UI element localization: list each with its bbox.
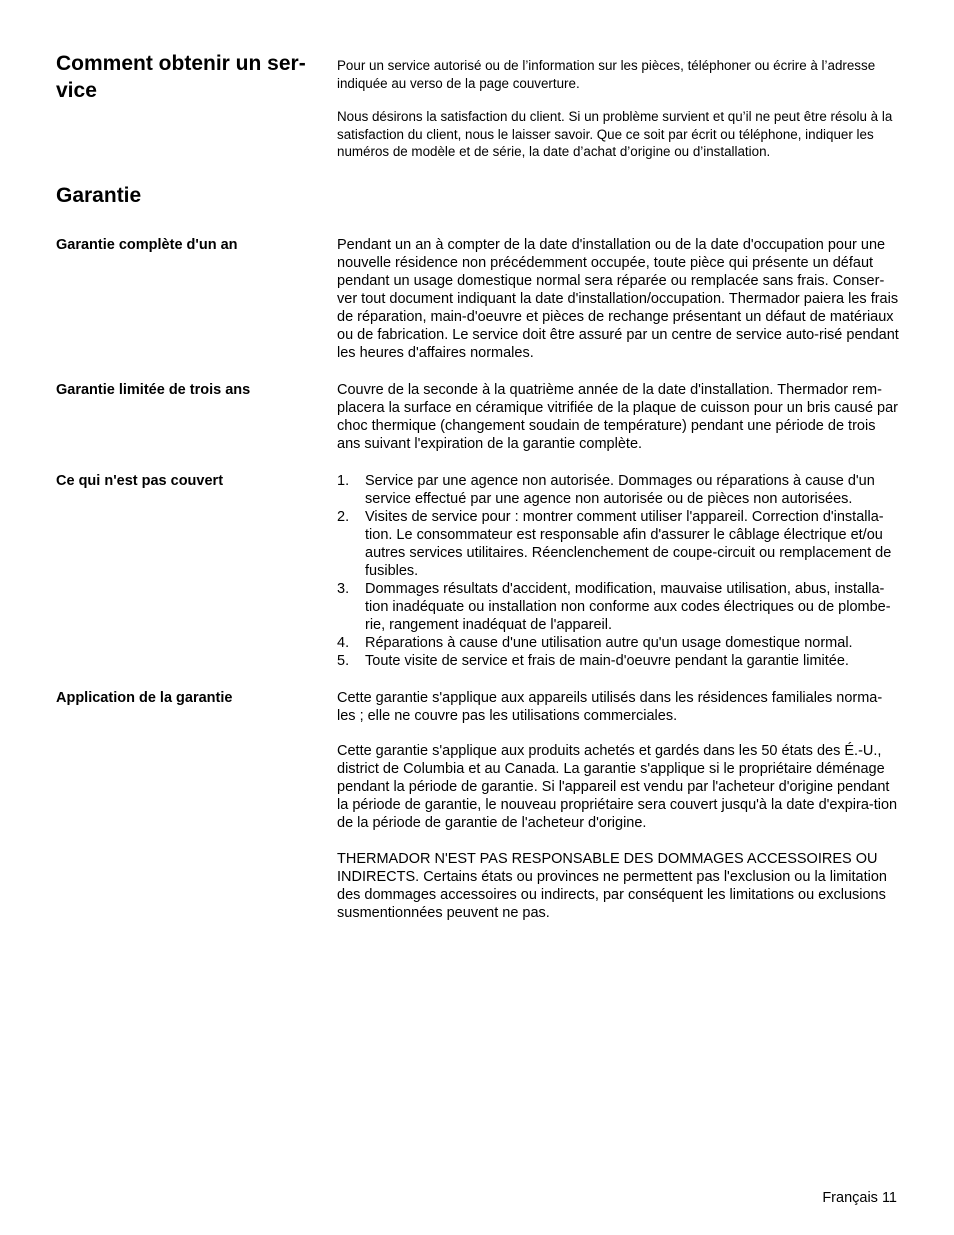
application-paragraph-3: THERMADOR N'EST PAS RESPONSABLE DES DOMMAGES ACCESSOIRES OU INDIRECTS. Certains états ou provinces ne permettent pas l'exclusion ou la limitation des dommages accessoires ou indirects, par conséquent les limitations ou exclusions susmentionnées peuvent ne pas. xyxy=(337,851,887,921)
list-item-number: 1. xyxy=(337,473,350,489)
list-item xyxy=(337,580,899,634)
non-couvert-list xyxy=(337,472,899,670)
page-number: Français 11 xyxy=(822,1190,897,1206)
service-paragraph-1: Pour un service autorisé ou de l’information sur les pièces, téléphoner ou écrire à l’adresse indiquée au verso de la page couverture. xyxy=(337,58,876,91)
list-item-number: 4. xyxy=(337,635,350,651)
service-heading: Comment obtenir un ser- vice xyxy=(56,52,306,102)
application-paragraph-2: Cette garantie s'applique aux produits achetés et gardés dans les 50 états des É.-U., district de Columbia et au Canada. La garantie s'applique si le propriétaire déménage pendant la période de garantie. Si l'appareil est vendu par l'acheteur d'origine pendant la période de garantie, le nouveau propriétaire sera couvert jusqu'à la date d'expira-tion de la période de garantie de l'acheteur d'origine. xyxy=(337,743,898,831)
non-couvert-label: Ce qui n'est pas couvert xyxy=(56,473,224,489)
list-item-text: Réparations à cause d'une utilisation autre qu'un usage domestique normal. xyxy=(365,635,853,651)
list-item-text: Service par une agence non autorisée. Dommages ou réparations à cause d'un service effectué par une agence non autorisée ou de pièces non autorisées. xyxy=(365,473,875,507)
garantie-limitee-label: Garantie limitée de trois ans xyxy=(56,382,251,398)
list-item-text: Dommages résultats d'accident, modification, mauvaise utilisation, abus, installa-tion inadéquate ou installation non conforme aux codes électriques ou de plombe-rie, rangement inadéquat de l'appareil. xyxy=(365,581,891,633)
application-label: Application de la garantie xyxy=(56,690,233,706)
list-item-number: 3. xyxy=(337,581,350,597)
list-item xyxy=(337,472,899,508)
garantie-heading: Garantie xyxy=(56,184,142,207)
list-item xyxy=(337,652,899,670)
service-paragraph-2: Nous désirons la satisfaction du client. Si un problème survient et qu’il ne peut être résolu à la satisfaction du client, nous le laisser savoir. Que ce soit par écrit ou téléphone, indiquer les numéros de modèle et de série, la date d’achat d’origine ou d’installation. xyxy=(337,109,893,159)
application-paragraph-1: Cette garantie s'applique aux appareils utilisés dans les résidences familiales norma-les ; elle ne couvre pas les utilisations commerciales. xyxy=(337,690,883,724)
list-item xyxy=(337,508,899,580)
garantie-complete-label: Garantie complète d'un an xyxy=(56,237,238,253)
list-item-text: Toute visite de service et frais de main-d'oeuvre pendant la garantie limitée. xyxy=(365,653,849,669)
list-item-number: 5. xyxy=(337,653,350,669)
garantie-limitee-text: Couvre de la seconde à la quatrième année de la date d'installation. Thermador rem-placera la surface en céramique vitrifiée de la plaque de cuisson pour un bris causé par choc thermique (changement soudain de température) pendant une période de trois ans suivant l'expiration de la garantie complète. xyxy=(337,382,898,452)
garantie-complete-text: Pendant un an à compter de la date d'installation ou de la date d'occupation pour une nouvelle résidence non précédemment occupée, toute pièce qui présente un défaut pendant un usage domestique normal sera réparée ou remplacée sans frais. Conser-ver tout document indiquant la date d'installation/occupation. Thermador paiera les frais de réparation, main-d'oeuvre et pièces de rechange présentant un défaut de matériaux ou de fabrication. Le service doit être assuré par un centre de service auto-risé pendant les heures d'affaires normales. xyxy=(337,237,899,361)
list-item-number: 2. xyxy=(337,509,350,525)
list-item-text: Visites de service pour : montrer comment utiliser l'appareil. Correction d'installa-tion. Le consommateur est responsable afin d'assurer le câblage électrique et/ou autres services utilitaires. Réenclenchement de coupe-circuit ou remplacement de fusibles. xyxy=(365,509,892,579)
list-item xyxy=(337,634,899,652)
